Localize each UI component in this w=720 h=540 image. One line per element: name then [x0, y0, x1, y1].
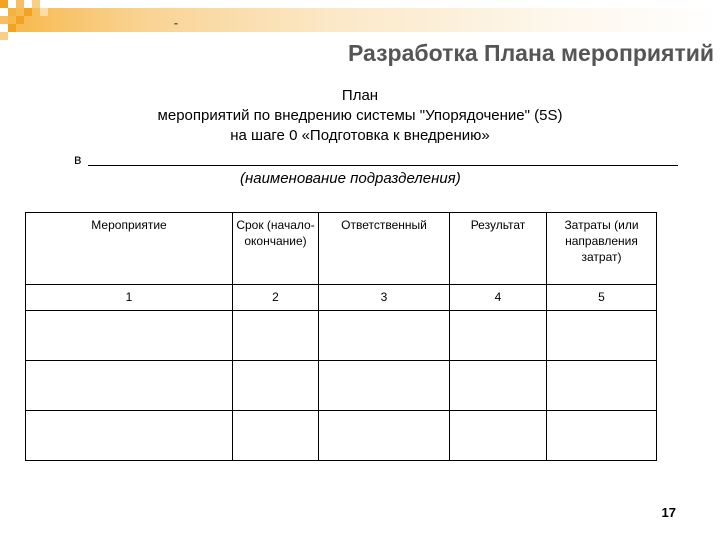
division-prefix: в	[74, 151, 82, 167]
empty-cell	[233, 311, 319, 361]
header-cell-result: Результат	[450, 213, 547, 285]
table-row	[26, 311, 657, 361]
header-cell-activity: Мероприятие	[26, 213, 233, 285]
plan-table	[25, 212, 657, 461]
empty-cell	[450, 361, 547, 411]
table-row	[26, 361, 657, 411]
plan-heading-line1: План	[341, 87, 379, 104]
table-header-row	[26, 213, 657, 285]
empty-cell	[26, 311, 233, 361]
plan-heading-line2: мероприятий по внедрению системы "Упорядочение" (5S)	[157, 107, 563, 124]
division-caption: (наименование подразделения)	[240, 170, 461, 187]
empty-cell	[233, 361, 319, 411]
plan-heading-line3: на шаге 0 «Подготовка к внедрению»	[230, 127, 490, 144]
number-cell: 4	[450, 285, 547, 311]
empty-cell	[450, 411, 547, 461]
number-cell: 3	[319, 285, 450, 311]
header-cell-responsible: Ответственный	[319, 213, 450, 285]
empty-cell	[547, 361, 657, 411]
empty-cell	[319, 361, 450, 411]
number-cell: 1	[26, 285, 233, 311]
table-row	[26, 411, 657, 461]
page-number: 17	[661, 505, 676, 520]
empty-cell	[26, 361, 233, 411]
division-blank-line	[88, 165, 678, 166]
table-number-row	[26, 285, 657, 311]
slide-title: Разработка Плана мероприятий	[348, 40, 714, 66]
header-band	[8, 8, 720, 32]
empty-cell	[547, 311, 657, 361]
empty-cell	[319, 311, 450, 361]
number-cell: 2	[233, 285, 319, 311]
empty-cell	[319, 411, 450, 461]
empty-cell	[26, 411, 233, 461]
empty-cell	[450, 311, 547, 361]
slide-dash: -	[174, 16, 178, 30]
header-cell-costs: Затраты (или направления затрат)	[547, 213, 657, 285]
empty-cell	[233, 411, 319, 461]
number-cell: 5	[547, 285, 657, 311]
empty-cell	[547, 411, 657, 461]
header-cell-term: Срок (начало-окончание)	[233, 213, 319, 285]
